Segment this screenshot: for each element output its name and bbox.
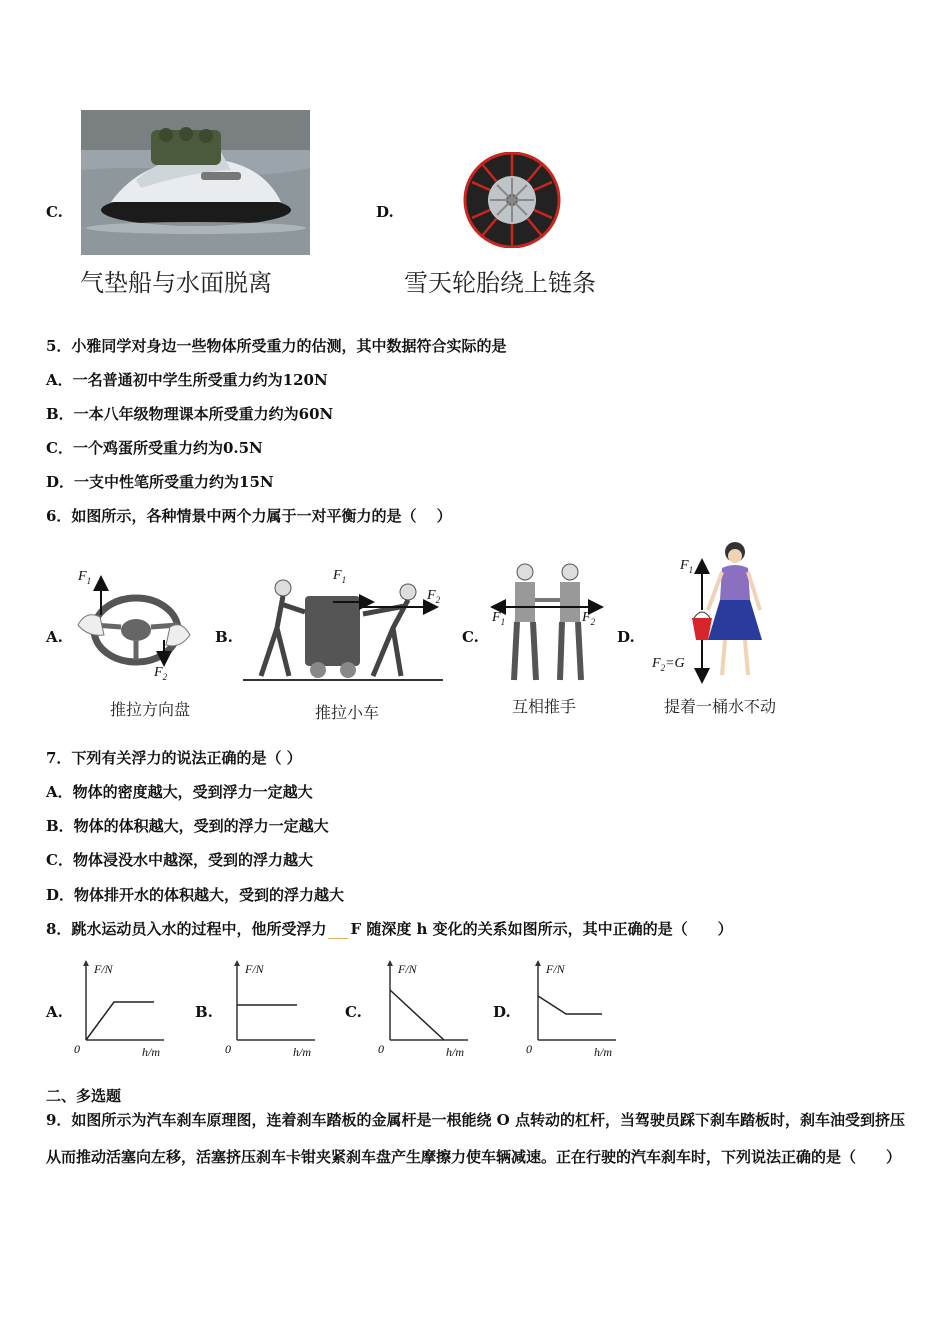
option-d-letter: D.	[376, 203, 394, 221]
q8-stem: 8．跳水运动员入水的过程中，他所受浮力 F 随深度 h 变化的关系如图所示，其中正确的是（ ）	[46, 920, 733, 938]
option-c-caption: 气垫船与水面脱离	[80, 269, 272, 297]
q5-option-c: C．一个鸡蛋所受重力约为0.5N	[46, 439, 263, 457]
hovercraft-image	[81, 110, 310, 255]
force-f2-label: $F_2$	[582, 610, 596, 627]
x-axis-label: h/m	[142, 1045, 160, 1059]
q9-text: 9．如图所示为汽车刹车原理图，连着刹车踏板的金属杆是一根能绕 O 点转动的杠杆，当驾驶员踩下刹车踏板时，刹车油受到挤压从而推动活塞向左移，活塞挤压刹车卡钳夹紧刹车盘产生摩擦力使车辆减速。正在行驶的汽车刹车时，下列说法正确的是（ ）	[46, 1111, 905, 1166]
force-f1-label: $F_1$	[680, 558, 694, 575]
q6-option-b-letter: B.	[215, 628, 233, 646]
y-axis-label: F/N	[94, 962, 113, 976]
force-f1-label: $F_1$	[78, 569, 92, 586]
q6-option-c-letter: C.	[462, 628, 479, 646]
force-f1-label: $F_1$	[492, 610, 506, 627]
q8-option-a-letter: A.	[46, 1003, 63, 1021]
q5-option-b: B．一本八年级物理课本所受重力约为60N	[46, 405, 334, 423]
steering-wheel-figure	[74, 565, 194, 690]
x-axis-label: h/m	[293, 1045, 311, 1059]
force-f2-label: $F_2$	[427, 588, 441, 605]
q7-option-d: D．物体排开水的体积越大，受到的浮力越大	[46, 886, 345, 904]
q7-option-c: C．物体浸没水中越深，受到的浮力越大	[46, 851, 313, 869]
x-axis-label: h/m	[446, 1045, 464, 1059]
q5-stem: 5．小雅同学对身边一些物体所受重力的估测，其中数据符合实际的是	[46, 337, 507, 355]
q6-option-a-letter: A.	[46, 628, 63, 646]
q8-option-d-letter: D.	[493, 1003, 511, 1021]
q5-option-d: D．一支中性笔所受重力约为15N	[46, 473, 274, 491]
y-axis-label: F/N	[398, 962, 417, 976]
force-f1-label: $F_1$	[333, 568, 347, 585]
origin-label: 0	[526, 1042, 532, 1056]
q8-graph-d	[526, 960, 626, 1060]
option-c-letter: C.	[46, 203, 63, 221]
q5-option-a: A．一名普通初中学生所受重力约为120N	[46, 371, 328, 389]
pushing-cart-figure	[243, 568, 443, 688]
pushing-hands-figure	[490, 560, 605, 688]
snow-chain-tire-image	[462, 152, 562, 248]
woman-holding-bucket-figure	[650, 540, 770, 688]
force-f2-label: $F_2=G$	[652, 656, 685, 673]
x-axis-label: h/m	[594, 1045, 612, 1059]
force-f2-label: $F_2$	[154, 665, 168, 682]
q8-graph-b	[225, 960, 325, 1060]
q6-option-d-letter: D.	[617, 628, 635, 646]
q6-option-b-caption: 推拉小车	[315, 703, 380, 722]
q6-option-c-caption: 互相推手	[512, 697, 577, 716]
q8-graph-a	[74, 960, 174, 1060]
option-d-caption: 雪天轮胎绕上链条	[404, 269, 596, 297]
y-axis-label: F/N	[245, 962, 264, 976]
y-axis-label: F/N	[546, 962, 565, 976]
origin-label: 0	[225, 1042, 231, 1056]
origin-label: 0	[378, 1042, 384, 1056]
q6-option-a-caption: 推拉方向盘	[110, 700, 191, 719]
q6-option-d-caption: 提着一桶水不动	[664, 697, 777, 716]
q8-graph-c	[378, 960, 478, 1060]
q7-option-a: A．物体的密度越大，受到浮力一定越大	[46, 783, 313, 801]
origin-label: 0	[74, 1042, 80, 1056]
q8-option-c-letter: C.	[345, 1003, 362, 1021]
q7-stem: 7．下列有关浮力的说法正确的是（ ）	[46, 749, 302, 767]
q7-option-b: B．物体的体积越大，受到的浮力一定越大	[46, 817, 329, 835]
q8-option-b-letter: B.	[195, 1003, 213, 1021]
answer-blank	[328, 924, 348, 939]
section-title: 二、多选题	[46, 1087, 122, 1105]
q6-stem: 6．如图所示，各种情景中两个力属于一对平衡力的是（ ）	[46, 507, 452, 525]
